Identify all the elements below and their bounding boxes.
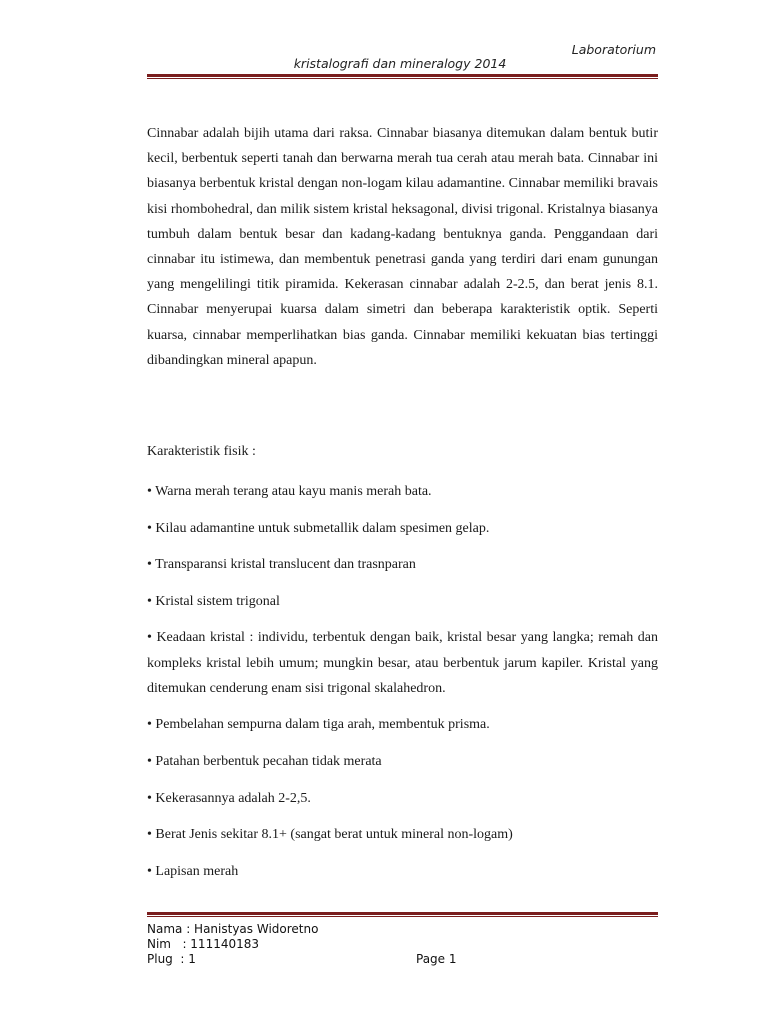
footer-divider [147, 912, 658, 917]
footer-nim: Nim : 111140183 [147, 937, 260, 951]
list-item: • Kristal sistem trigonal [147, 593, 280, 609]
page-number: Page 1 [416, 952, 457, 966]
list-item: • Kilau adamantine untuk submetallik dalam spesimen gelap. [147, 520, 490, 536]
footer-name: Nama : Hanistyas Widoretno [147, 922, 319, 936]
header-divider [147, 74, 658, 79]
header-lab-title: Laboratorium [571, 42, 656, 57]
footer [147, 922, 658, 967]
list-item: • Lapisan merah [147, 863, 239, 879]
list-item: • Warna merah terang atau kayu manis merah bata. [147, 484, 432, 499]
header-subject-title: kristalografi dan mineralogy 2014 [293, 56, 507, 71]
list-item: • Berat Jenis sekitar 8.1+ (sangat berat untuk mineral non-logam) [147, 827, 513, 843]
intro-paragraph: Cinnabar adalah bijih utama dari raksa. Cinnabar biasanya ditemukan dalam bentuk butir kecil, berbentuk seperti tanah dan berwarna merah tua cerah atau merah bata. Cinnabar ini biasanya berbentuk kristal dengan non-logam kilau adamantine. Cinnabar memiliki bravais kisi rhombohedral, dan milik sistem kristal heksagonal, divisi trigonal. Kristalnya biasanya tumbuh dalam bentuk besar dan kadang-kadang bentuknya ganda. Penggandaan dari cinnabar itu istimewa, dan membentuk penetrasi ganda yang terdiri dari enam gunungan yang mengelilingi titik piramida. Kekerasan cinnabar adalah 2-2.5, dan berat jenis 8.1. Cinnabar menyerupai kuarsa dalam simetri dan beberapa karakteristik optik. Seperti kuarsa, cinnabar memperlihatkan bias ganda. Cinnabar memiliki kekuatan bias tertinggi dibandingkan mineral apapun. [147, 126, 658, 368]
list-item: • Transparansi kristal translucent dan trasnparan [147, 557, 416, 573]
list-item: • Pembelahan sempurna dalam tiga arah, membentuk prisma. [147, 717, 490, 733]
characteristics-list [147, 479, 658, 895]
characteristics-heading: Karakteristik fisik : [147, 444, 256, 459]
list-item: • Keadaan kristal : individu, terbentuk dengan baik, kristal besar yang langka; remah dan kompleks kristal lebih umum; mungkin besar, atau berbentuk jarum kapiler. Kristal yang ditemukan cenderung enam sisi trigonal skalahedron. [147, 630, 658, 696]
list-item: • Kekerasannya adalah 2-2,5. [147, 790, 311, 806]
list-item: • Patahan berbentuk pecahan tidak merata [147, 753, 382, 769]
footer-plug: Plug : 1 [147, 952, 196, 966]
